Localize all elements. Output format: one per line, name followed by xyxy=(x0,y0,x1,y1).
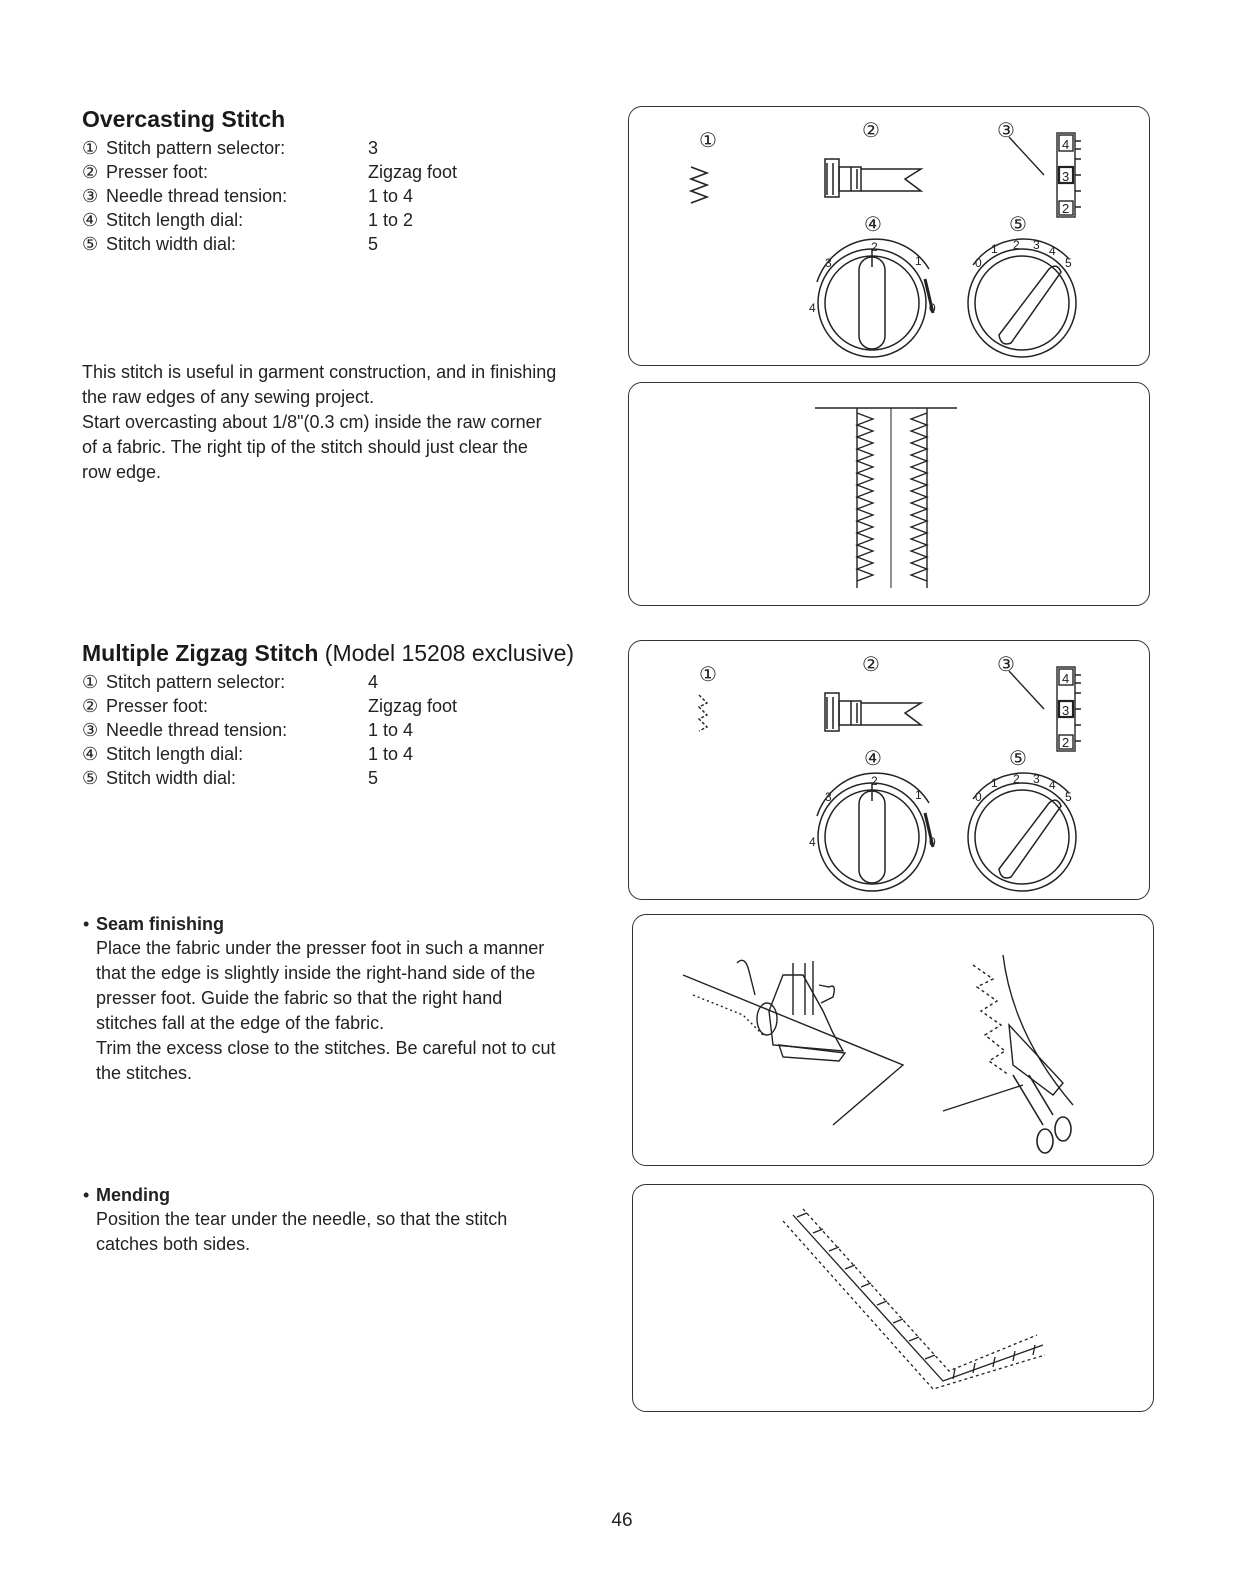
callout-labels xyxy=(699,654,1027,770)
settings-diagram-svg xyxy=(629,107,1151,367)
width-5-label: 5 xyxy=(1065,790,1072,804)
bullet-dot: • xyxy=(83,1185,90,1205)
mending-illustration xyxy=(632,1184,1154,1412)
setting-row: ② Presser foot: Zigzag foot xyxy=(82,696,458,716)
presser-foot-illustration xyxy=(683,960,903,1125)
length-3-label: 3 xyxy=(825,790,832,804)
setting-row: ⑤ Stitch width dial: 5 xyxy=(82,768,379,788)
length-0-label: 0 xyxy=(929,301,936,315)
length-2-label: 2 xyxy=(871,240,878,254)
stitch-length-dial-icon xyxy=(809,773,936,891)
stitch-width-dial-icon xyxy=(968,238,1076,357)
setting-row: ② Presser foot: Zigzag foot xyxy=(82,162,458,182)
multiple-zigzag-settings-diagram xyxy=(628,640,1150,900)
callout-4: ④ xyxy=(864,748,882,770)
length-0-label: 0 xyxy=(929,835,936,849)
setting-row: ⑤ Stitch width dial: 5 xyxy=(82,234,379,254)
tension-4-label: 4 xyxy=(1062,671,1070,686)
tension-2-label: 2 xyxy=(1062,201,1070,216)
callout-2: ② xyxy=(862,654,880,676)
length-4-label: 4 xyxy=(809,835,816,849)
callout-1: ① xyxy=(699,130,717,152)
setting-row: ① Stitch pattern selector: 4 xyxy=(82,672,379,692)
mending-svg xyxy=(633,1185,1155,1413)
callout-3: ③ xyxy=(997,120,1015,142)
width-2-label: 2 xyxy=(1013,238,1020,252)
mended-tear-stitches xyxy=(783,1209,1045,1389)
multiple-zigzag-pattern-icon xyxy=(699,695,707,731)
mending-title: Mending xyxy=(96,1185,170,1205)
length-3-label: 3 xyxy=(825,256,832,270)
seam-finishing-text: Place the fabric under the presser foot in such a manner that the edge is slightly inside the right-hand side of the presser foot. Guide the fabric so that the right hand stitches fall at the edge of the fabric. Trim the excess close to the stitches. Be careful not to cut the stitches. xyxy=(96,938,556,1083)
mending-text: Position the tear under the needle, so that the stitch catches both sides. xyxy=(96,1209,508,1254)
setting-row: ④ Stitch length dial: 1 to 2 xyxy=(82,210,414,230)
tension-4-label: 4 xyxy=(1062,137,1070,152)
width-0-label: 0 xyxy=(975,790,982,804)
overcasting-fabric-illustration xyxy=(628,382,1150,606)
settings-diagram-svg xyxy=(629,641,1151,901)
zigzag-foot-icon xyxy=(825,693,921,731)
seam-finishing-illustration xyxy=(632,914,1154,1166)
trimmed-seam-illustration xyxy=(943,955,1073,1111)
setting-row: ① Stitch pattern selector: 3 xyxy=(82,138,379,158)
multiple-zigzag-title: Multiple Zigzag Stitch (Model 15208 exclusive) xyxy=(82,640,575,666)
width-1-label: 1 xyxy=(991,242,998,256)
width-2-label: 2 xyxy=(1013,772,1020,786)
page-number: 46 xyxy=(611,1510,633,1531)
overcasting-settings xyxy=(82,136,457,256)
left-overcast-stitch xyxy=(857,413,873,581)
seam-finishing-svg xyxy=(633,915,1155,1167)
tension-3-label: 3 xyxy=(1062,169,1070,184)
width-3-label: 3 xyxy=(1033,238,1040,252)
bullet-dot: • xyxy=(83,914,90,934)
callout-5: ⑤ xyxy=(1009,748,1027,770)
callout-3: ③ xyxy=(997,654,1015,676)
width-5-label: 5 xyxy=(1065,256,1072,270)
callout-5: ⑤ xyxy=(1009,214,1027,236)
callout-labels xyxy=(699,120,1027,236)
setting-row: ④ Stitch length dial: 1 to 4 xyxy=(82,744,414,764)
stitch-width-dial-icon xyxy=(968,772,1076,891)
overcasting-settings-diagram xyxy=(628,106,1150,366)
overcasting-title: Overcasting Stitch xyxy=(82,106,286,132)
width-3-label: 3 xyxy=(1033,772,1040,786)
callout-1: ① xyxy=(699,664,717,686)
overcasting-description: This stitch is useful in garment construction, and in finishing the raw edges of any sewing project. Start overcasting about 1/8"(0.3 cm) inside the raw corner of a fabric. The right tip of the stitch should just clear the row edge. xyxy=(82,362,557,482)
width-4-label: 4 xyxy=(1049,778,1056,792)
tension-indicator-icon xyxy=(1009,133,1081,217)
multiple-zigzag-settings xyxy=(82,670,457,790)
tension-2-label: 2 xyxy=(1062,735,1070,750)
length-1-label: 1 xyxy=(915,254,922,268)
tension-indicator-icon xyxy=(1009,667,1081,751)
right-overcast-stitch xyxy=(911,413,927,581)
length-1-label: 1 xyxy=(915,788,922,802)
width-0-label: 0 xyxy=(975,256,982,270)
callout-4: ④ xyxy=(864,214,882,236)
length-4-label: 4 xyxy=(809,301,816,315)
tension-3-label: 3 xyxy=(1062,703,1070,718)
seam-finishing-title: Seam finishing xyxy=(96,914,225,934)
model-note: (Model 15208 exclusive) xyxy=(324,640,575,666)
fabric-seam-svg xyxy=(629,383,1151,607)
stitch-length-dial-icon xyxy=(809,239,936,357)
length-2-label: 2 xyxy=(871,774,878,788)
overcast-stitch-pattern-icon xyxy=(691,167,707,203)
setting-row: ③ Needle thread tension: 1 to 4 xyxy=(82,186,414,206)
callout-2: ② xyxy=(862,120,880,142)
zigzag-foot-icon xyxy=(825,159,921,197)
width-1-label: 1 xyxy=(991,776,998,790)
width-4-label: 4 xyxy=(1049,244,1056,258)
setting-row: ③ Needle thread tension: 1 to 4 xyxy=(82,720,414,740)
